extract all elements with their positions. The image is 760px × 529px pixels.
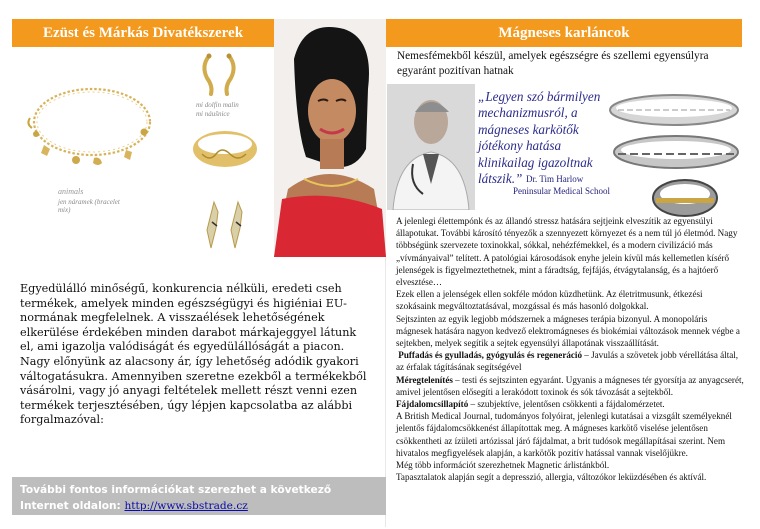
right-paragraph-2: Ezek ellen a jelenségek ellen sokféle módon küzdhetünk. Az életritmusunk, étkezési szokásaink megváltoztatásával, mozgással és más hasonló dolgokkal. <box>396 289 703 312</box>
section-pain-title: Fájdalomcsillapító <box>396 399 469 410</box>
right-intro: Nemesfémekből készül, amelyek egészségre és szellemi egyensúlyra egyaránt pozitívan hatnak <box>397 50 709 77</box>
doctor-quote: „Legyen szó bármilyen mechanizmusról, a mágneses karkötők jótékony hatása klinikailag igazoltnak látszik.” <box>478 89 601 187</box>
earrings-desc: mi náušnice <box>196 110 230 118</box>
doctor-photo <box>387 84 475 210</box>
footer-text: További fontos információkat szerezhet a következő Internet oldalon: <box>20 484 332 512</box>
section-detox <box>396 374 744 398</box>
ring-image <box>190 128 260 170</box>
dolphin-earrings-image <box>195 50 245 100</box>
quote-org: Peninsular Medical School <box>513 186 610 196</box>
quote-author: Dr. Tim Harlow <box>526 174 584 184</box>
right-paragraph-3: Sejtszinten az egyik legjobb módszernek a mágneses terápia bizonyul. A monopoláris mágnesek hatására nagyon kedvező elektromágneses és biokémiai változások mennek végbe a sejtekben, melyek segítik a sejtek egyensúlyi állapotának visszaállítását. <box>396 313 740 349</box>
section-swelling-text: – Javulás a szövetek jobb vérellátása által, az érfalak tágításának segítségével <box>396 350 739 373</box>
section-pain-text: – szubjektíve, jelentősen csökkenti a fájdalomérzetet. <box>468 399 665 410</box>
right-paragraph-5: Még több információt szerezhetnek Magnetic árlistánkból. <box>396 460 610 471</box>
drop-earrings-image <box>200 198 254 260</box>
bracelet-image <box>14 70 164 190</box>
right-header: Mágneses karláncok <box>386 19 742 47</box>
right-paragraph-6: Tapasztalatok alapján segít a depresszió, allergia, változókor leküzdésében és aktívál. <box>396 472 707 483</box>
section-swelling <box>396 349 744 373</box>
model-photo <box>274 19 386 257</box>
section-swelling-title: Puffadás és gyulladás, gyógyulás és regeneráció <box>398 350 583 361</box>
magnetic-bracelet-1 <box>606 90 742 130</box>
right-body <box>396 215 744 483</box>
magnetic-ring <box>650 176 720 220</box>
magnetic-bracelet-2 <box>610 132 742 172</box>
animals-desc: jen náramek (bracelet mix) <box>58 198 120 214</box>
left-header: Ezüst és Márkás Divatékszerek <box>12 19 274 47</box>
earrings-label: mi dolfin malin <box>196 101 239 109</box>
right-paragraph-1: A jelenlegi élettempónk és az állandó stressz hatására sejtjeink elveszítik az egyensúlyi állapotukat. További károsító tényezők a szennyezett környezet és a nem túl jó életmód. Nagy többségünk szervezete toxinokkal, sókkal, nehézfémekkel, és a modern civilizáció más „vívmányaival” telített. A patológiai károsodások enyhe jelein kívül más kellemetlen kísérő jelenségek is figyelmeztethetnek, mint a fáradtság, fejfájás, étvágytalanság, és a hajtóerő elvesztése… <box>396 216 738 288</box>
section-pain <box>396 398 744 410</box>
right-paragraph-4: A British Medical Journal, tudományos folyóirat, jelenlegi kutatásai a vizsgált személyeknél jelentős fájdalomcsökkenést állapítottak meg. A mágneses karkötő viselése jelentősen csökkentheti az ízületi artózissal járó fájdalmat, a brit tudósok megállapításai szerint. Nem hivatalos megfigyelések alapján, a karkötők pozitív hatással vannak viselőjükre. <box>396 411 732 458</box>
animals-label: animals <box>58 187 84 196</box>
footer-link[interactable]: http://www.sbstrade.cz <box>124 500 248 512</box>
section-detox-title: Méregtelenítés <box>396 374 453 385</box>
left-body-text: Egyedülálló minőségű, konkurencia nélküli, eredeti cseh termékek, amelyek minden egészségügyi és higiéniai EU-normának megfelelnek. A visszaélések lehetőségének elkerülése érdekében minden darabot márkajeggyel látunk el, ami igazolja valódiságát és egyedülállóságát a piacon. Nagy előnyünk az alacsony ár, így lehetőség adódik gyakori váltogatásukra. Amennyiben szeretne ezekből a termékekből vásárolni, vagy jó anyagi feltételek mellett részt venni ezen termékek terjesztésében, úgy lépjen kapcsolatba az alábbi forgalmazóval: <box>20 282 367 427</box>
footer-box <box>12 477 386 515</box>
section-detox-text: – testi és sejtszinten egyaránt. Ugyanis a mágneses tér gyorsítja az anyagcserét, amivel jelentősen elősegíti a lerakódott toxinok és sók távozását a sejtekből. <box>396 374 744 397</box>
